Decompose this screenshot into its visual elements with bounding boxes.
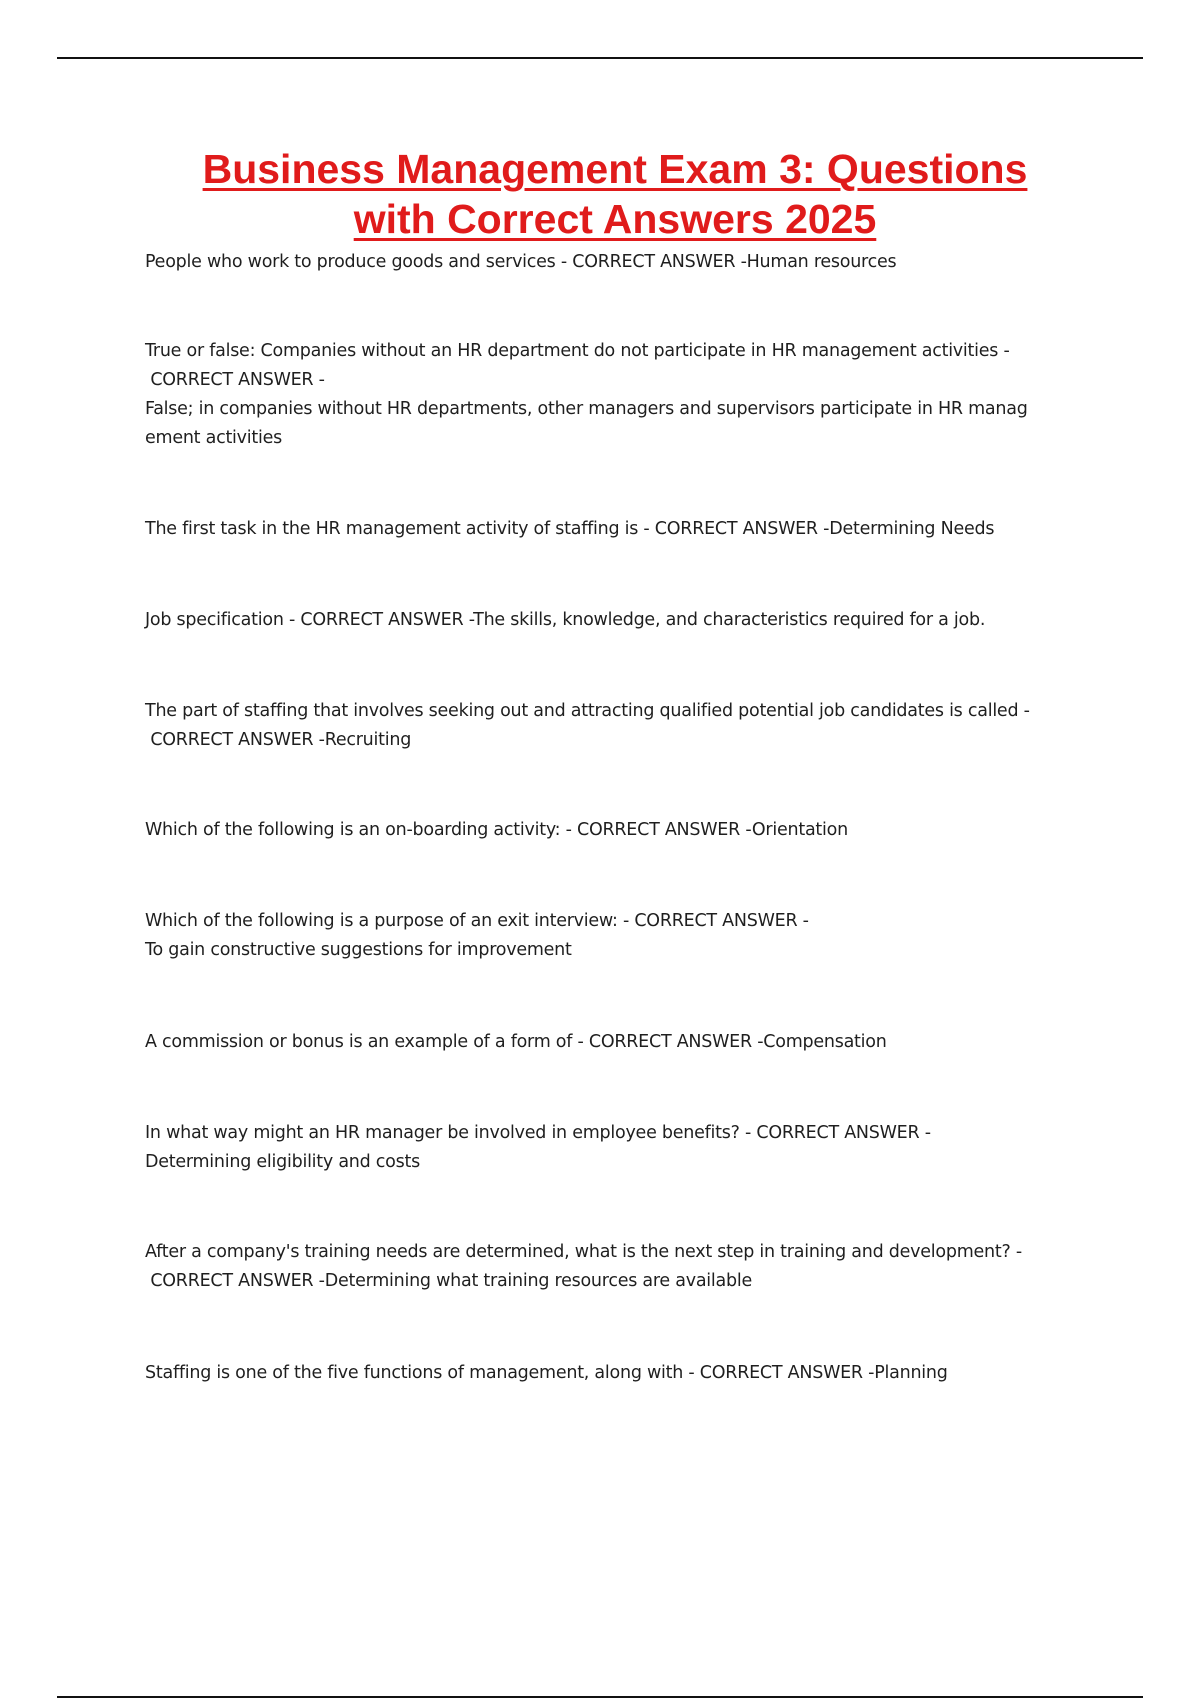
qa-item-9 bbox=[145, 1119, 1075, 1177]
qa-item-8 bbox=[145, 1028, 1075, 1057]
qa-item-3 bbox=[145, 515, 1075, 544]
qa-item-2 bbox=[145, 337, 1075, 453]
question-answer-list bbox=[145, 0, 1075, 1700]
qa-line: Which of the following is a purpose of an exit interview: - CORRECT ANSWER - bbox=[145, 911, 809, 931]
qa-line: The first task in the HR management activity of staffing is - CORRECT ANSWER -Determining Needs bbox=[145, 519, 995, 539]
qa-item-6 bbox=[145, 816, 1075, 845]
qa-line: Staffing is one of the five functions of management, along with - CORRECT ANSWER -Planning bbox=[145, 1363, 948, 1383]
qa-item-11 bbox=[145, 1359, 1075, 1388]
qa-line: People who work to produce goods and services - CORRECT ANSWER -Human resources bbox=[145, 252, 897, 272]
qa-line: True or false: Companies without an HR department do not participate in HR management activities - bbox=[145, 341, 1010, 361]
qa-line: The part of staffing that involves seeking out and attracting qualified potential job candidates is called - bbox=[145, 701, 1030, 721]
qa-line: In what way might an HR manager be involved in employee benefits? - CORRECT ANSWER - bbox=[145, 1123, 931, 1143]
qa-line: After a company's training needs are determined, what is the next step in training and development? - bbox=[145, 1242, 1022, 1262]
qa-line: A commission or bonus is an example of a form of - CORRECT ANSWER -Compensation bbox=[145, 1032, 887, 1052]
qa-item-10 bbox=[145, 1238, 1075, 1296]
title-line-1: Business Management Exam 3: Questions bbox=[202, 146, 1028, 192]
bottom-rule bbox=[57, 1696, 1143, 1698]
qa-item-5 bbox=[145, 697, 1075, 755]
qa-line: CORRECT ANSWER - bbox=[145, 370, 325, 390]
qa-line: Which of the following is an on-boarding activity: - CORRECT ANSWER -Orientation bbox=[145, 820, 848, 840]
qa-item-1 bbox=[145, 248, 1075, 277]
title-line-2: with Correct Answers 2025 bbox=[353, 196, 877, 242]
qa-line: ement activities bbox=[145, 428, 282, 448]
qa-line: False; in companies without HR departments, other managers and supervisors participate in HR manag bbox=[145, 399, 1028, 419]
qa-line: CORRECT ANSWER -Recruiting bbox=[145, 730, 412, 750]
qa-line: CORRECT ANSWER -Determining what training resources are available bbox=[145, 1271, 752, 1291]
qa-item-7 bbox=[145, 907, 1075, 965]
qa-line: To gain constructive suggestions for improvement bbox=[145, 940, 572, 960]
qa-line: Job specification - CORRECT ANSWER -The skills, knowledge, and characteristics required for a job. bbox=[145, 610, 986, 630]
qa-item-4 bbox=[145, 606, 1075, 635]
qa-line: Determining eligibility and costs bbox=[145, 1152, 420, 1172]
